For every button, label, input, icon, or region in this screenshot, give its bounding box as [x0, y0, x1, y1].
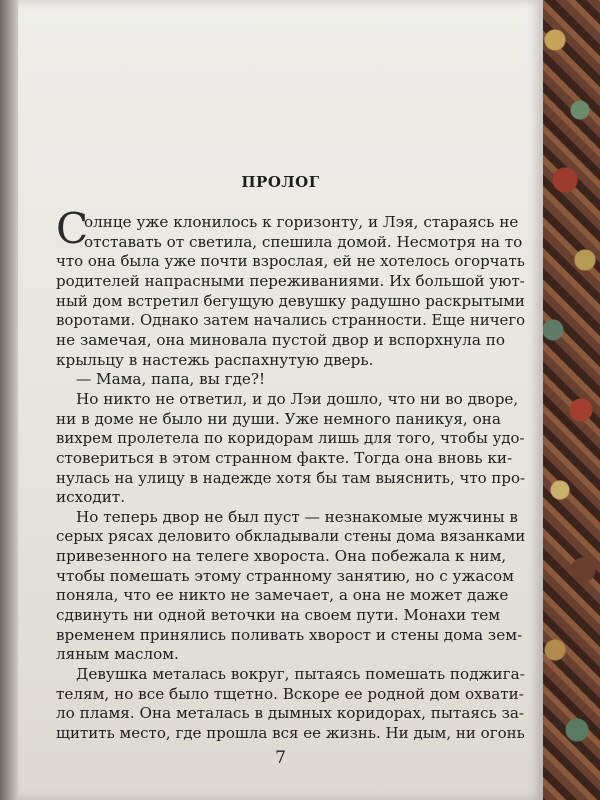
- text-line-23: ляным маслом.: [56, 645, 179, 664]
- text-line-22: временем принялись поливать хворост и стены дома зем-: [56, 625, 523, 644]
- text-line-6: воротами. Однако затем начались странности. Еще ничего: [56, 311, 526, 330]
- text-line-24: Девушка металась вокруг, пытаясь помешать поджига-: [76, 665, 525, 684]
- text-line-7: не замечая, она миновала пустой двор и вспорхнула по: [56, 330, 505, 349]
- text-line-19: чтобы помешать этому странному занятию, но с ужасом: [56, 566, 514, 585]
- text-line-4: родителей напрасными переживаниями. Их большой уют-: [56, 271, 525, 290]
- text-line-13: стовериться в этом странном факте. Тогда она вновь ки-: [56, 448, 513, 467]
- text-line-5: ный дом встретил бегущую девушку радушно раскрытыми: [56, 291, 525, 310]
- page-edge-shadow: [0, 0, 20, 800]
- text-line-15: исходит.: [56, 488, 126, 507]
- text-line-12: вихрем пролетела по коридорам лишь для того, чтобы удо-: [56, 429, 525, 448]
- text-line-3: что она была уже почти взрослая, ей не хотелось огорчать: [56, 252, 525, 271]
- text-line-27: щитить место, где прошла вся ее жизнь. Ни дым, ни огонь: [56, 724, 525, 742]
- background-tapestry: [535, 0, 600, 800]
- text-line-1: олнце уже клонилось к горизонту, и Лэя, стараясь не: [84, 213, 519, 231]
- text-line-16: Но теперь двор не был пуст — незнакомые мужчины в: [76, 507, 518, 526]
- text-line-21: сдвинуть ни одной веточки на своем пути. Монахи тем: [56, 606, 501, 625]
- text-line-20: поняла, что ее никто не замечает, а она не может даже: [56, 586, 509, 605]
- text-line-9: — Мама, папа, вы где?!: [76, 370, 266, 389]
- text-line-26: ло пламя. Она металась в дымных коридорах, пытаясь за-: [56, 704, 525, 723]
- text-line-10: Но никто не ответил, и до Лэи дошло, что ни во дворе,: [76, 389, 519, 408]
- text-line-11: ни в доме не было ни души. Уже немного паникуя, она: [56, 409, 501, 428]
- text-line-2: отставать от светила, спешила домой. Несмотря на то: [84, 232, 523, 251]
- text-line-25: телям, но все было тщетно. Вскоре ее родной дом охвати-: [56, 684, 524, 703]
- text-line-14: нулась на улицу в надежде хотя бы там выяснить, что про-: [56, 468, 526, 487]
- chapter-title: ПРОЛОГ: [241, 173, 320, 191]
- book-page: [18, 0, 543, 800]
- text-line-17: серых рясах деловито обкладывали стены дома вязанками: [56, 527, 526, 546]
- drop-cap: С: [56, 204, 89, 253]
- text-line-8: крыльцу в настежь распахнутую дверь.: [56, 350, 374, 369]
- text-line-18: привезенного на телеге хвороста. Она побежала к ним,: [56, 547, 507, 566]
- page-number: 7: [275, 748, 286, 768]
